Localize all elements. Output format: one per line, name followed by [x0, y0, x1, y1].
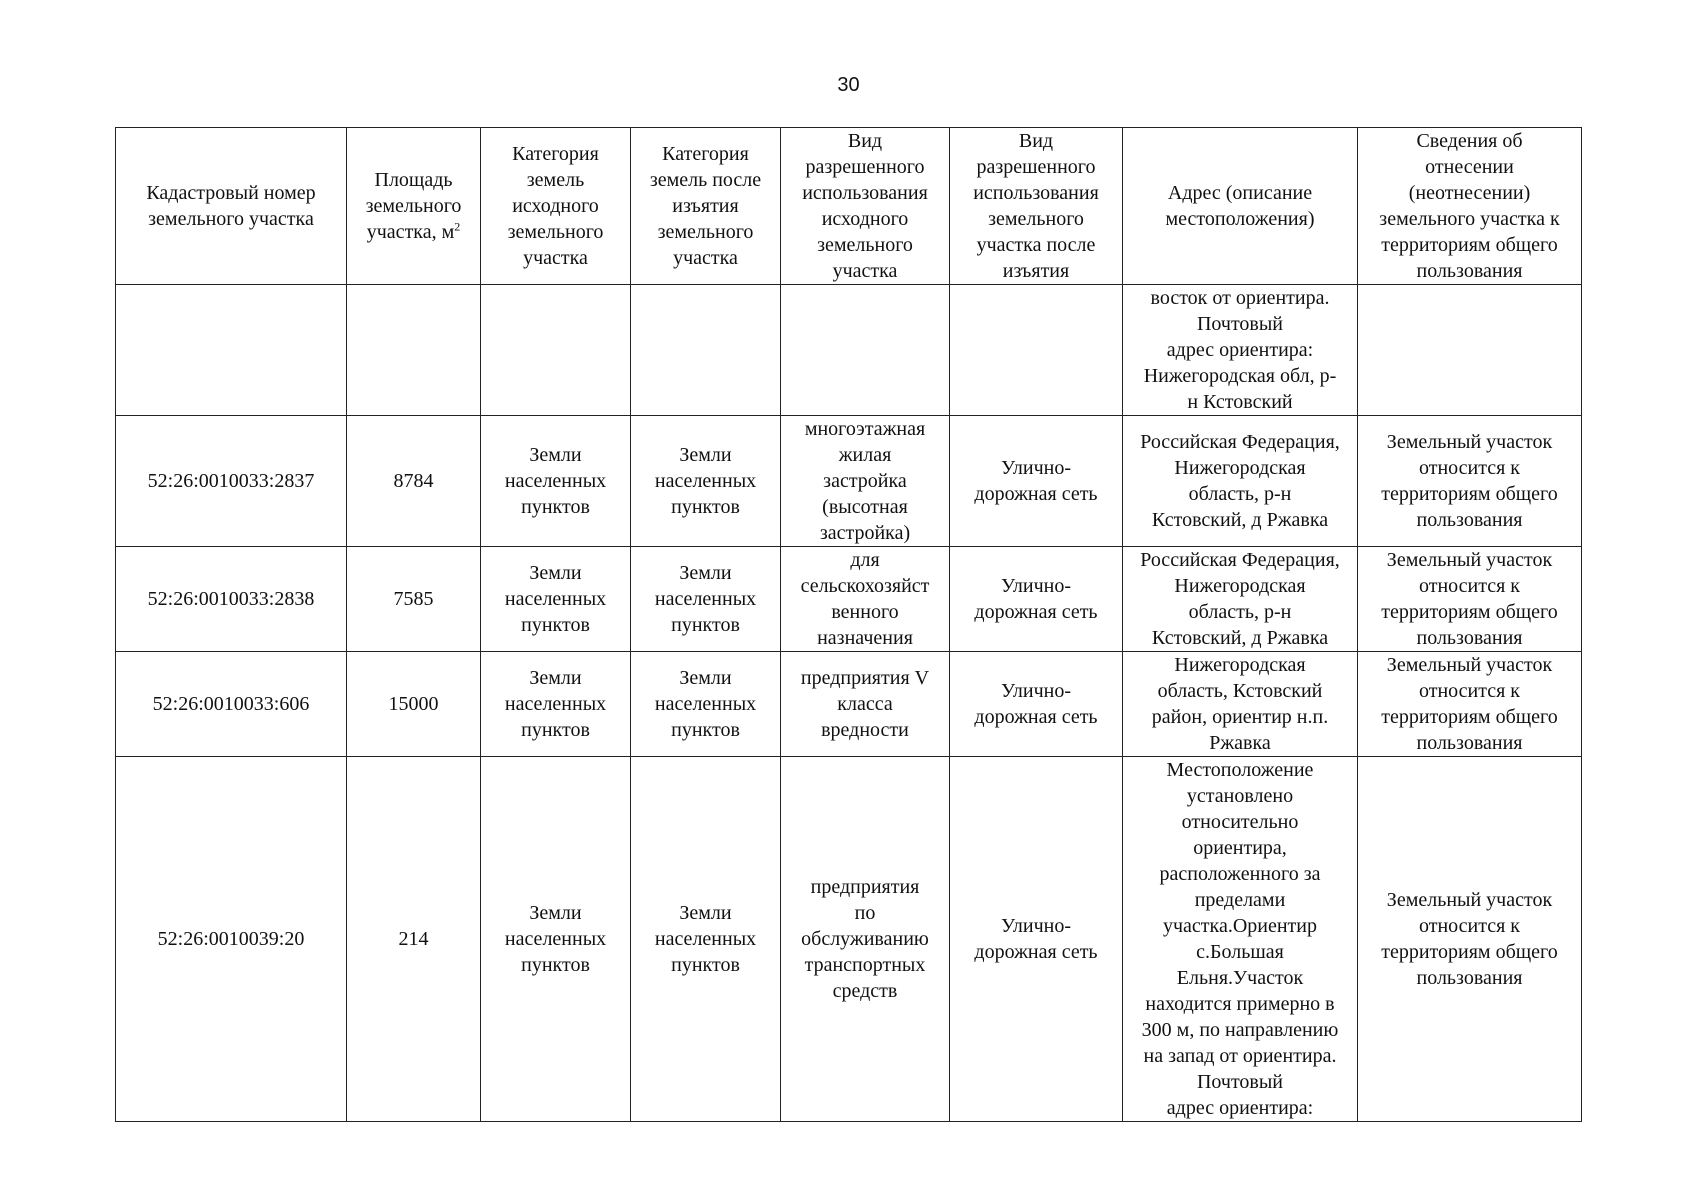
cell-category-original: Земли населенных пунктов [481, 416, 631, 547]
header-public-territory: Сведения об отнесении (неотнесении) земельного участка к территориям общего пользования [1358, 128, 1582, 285]
land-plots-table [115, 127, 1582, 1122]
cell-category-original: Земли населенных пунктов [481, 757, 631, 1122]
cell-permitted-use-original: многоэтажная жилая застройка (высотная застройка) [781, 416, 950, 547]
cell-category-original: Земли населенных пунктов [481, 547, 631, 652]
cell-category-original [481, 285, 631, 416]
header-category-after: Категория земель после изъятия земельного участка [631, 128, 781, 285]
cell-category-after: Земли населенных пунктов [631, 757, 781, 1122]
cell-public-territory: Земельный участок относится к территориям общего пользования [1358, 547, 1582, 652]
table-row [116, 757, 1582, 1122]
header-permitted-use-after: Вид разрешенного использования земельного участка после изъятия [950, 128, 1123, 285]
cell-permitted-use-original: предприятия по обслуживанию транспортных средств [781, 757, 950, 1122]
cell-public-territory: Земельный участок относится к территориям общего пользования [1358, 416, 1582, 547]
cell-permitted-use-original [781, 285, 950, 416]
cell-permitted-use-original: для сельскохозяйст венного назначения [781, 547, 950, 652]
header-permitted-use-original: Вид разрешенного использования исходного земельного участка [781, 128, 950, 285]
cell-permitted-use-after [950, 285, 1123, 416]
cell-category-after [631, 285, 781, 416]
cell-category-original: Земли населенных пунктов [481, 652, 631, 757]
cell-category-after: Земли населенных пунктов [631, 547, 781, 652]
table-row [116, 547, 1582, 652]
table-row [116, 652, 1582, 757]
cell-address: Российская Федерация, Нижегородская область, р-н Кстовский, д Ржавка [1123, 547, 1358, 652]
header-address: Адрес (описание местоположения) [1123, 128, 1358, 285]
table-row [116, 416, 1582, 547]
cell-permitted-use-after: Улично- дорожная сеть [950, 416, 1123, 547]
cell-public-territory: Земельный участок относится к территориям общего пользования [1358, 652, 1582, 757]
header-category-original: Категория земель исходного земельного участка [481, 128, 631, 285]
cell-public-territory [1358, 285, 1582, 416]
cell-permitted-use-after: Улично- дорожная сеть [950, 547, 1123, 652]
table-header-row [116, 128, 1582, 285]
cell-area: 15000 [347, 652, 481, 757]
cell-area: 8784 [347, 416, 481, 547]
cell-area [347, 285, 481, 416]
cell-permitted-use-after: Улично- дорожная сеть [950, 652, 1123, 757]
cell-cadastral-number: 52:26:0010039:20 [116, 757, 347, 1122]
table-row [116, 285, 1582, 416]
cell-cadastral-number: 52:26:0010033:2838 [116, 547, 347, 652]
header-area: Площадь земельного участка, $м^2$ [347, 128, 481, 285]
cell-address: восток от ориентира. Почтовый адрес ориентира: Нижегородская обл, р- н Кстовский [1123, 285, 1358, 416]
header-area-unit-superscript: 2 [454, 219, 461, 234]
cell-cadastral-number [116, 285, 347, 416]
cell-permitted-use-original: предприятия V класса вредности [781, 652, 950, 757]
cell-category-after: Земли населенных пунктов [631, 652, 781, 757]
cell-public-territory: Земельный участок относится к территориям общего пользования [1358, 757, 1582, 1122]
header-cadastral-number: Кадастровый номер земельного участка [116, 128, 347, 285]
cell-category-after: Земли населенных пунктов [631, 416, 781, 547]
cell-cadastral-number: 52:26:0010033:2837 [116, 416, 347, 547]
page-number: 30 [837, 74, 860, 96]
cell-address: Российская Федерация, Нижегородская область, р-н Кстовский, д Ржавка [1123, 416, 1358, 547]
cell-area: 214 [347, 757, 481, 1122]
cell-area: 7585 [347, 547, 481, 652]
cell-address: Местоположение установлено относительно ориентира, расположенного за пределами участка.Ориентир с.Большая Ельня.Участок находится примерно в 300 м, по направлению на запад от ориентира. Почтовый адрес ориентира: [1123, 757, 1358, 1122]
cell-permitted-use-after: Улично- дорожная сеть [950, 757, 1123, 1122]
cell-cadastral-number: 52:26:0010033:606 [116, 652, 347, 757]
cell-address: Нижегородская область, Кстовский район, ориентир н.п. Ржавка [1123, 652, 1358, 757]
